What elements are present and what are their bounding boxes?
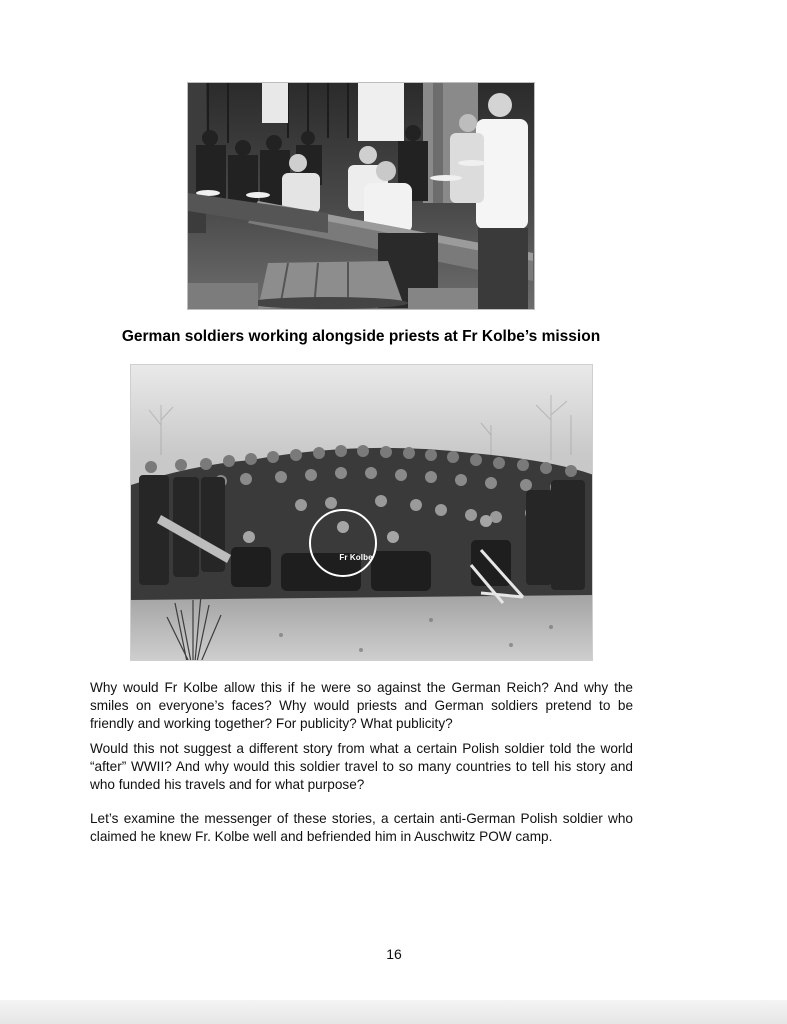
viewer-bottom-bar xyxy=(0,1000,787,1024)
paragraph-3: Let’s examine the messenger of these stories, a certain anti-German Polish soldier who claimed he knew Fr. Kolbe well and befriended him in Auschwitz POW camp. xyxy=(90,811,633,844)
photo-soldiers-and-priests-working xyxy=(187,82,535,310)
fr-kolbe-label: Fr Kolbe xyxy=(339,553,373,562)
paragraph-2: Would this not suggest a different story from what a certain Polish soldier told the world “after” WWII? And why would this soldier travel to so many countries to tell his story and who funded his travels and for what purpose? xyxy=(90,741,633,792)
photo-caption: German soldiers working alongside priests at Fr Kolbe’s mission xyxy=(121,328,601,345)
page-number: 16 xyxy=(386,946,402,962)
photo-group-with-fr-kolbe xyxy=(130,364,593,661)
paragraph-1: Why would Fr Kolbe allow this if he were so against the German Reich? And why the smiles on everyone’s faces? Why would priests and German soldiers pretend to be friendly and working together? For publicity? What publicity? xyxy=(90,680,633,731)
